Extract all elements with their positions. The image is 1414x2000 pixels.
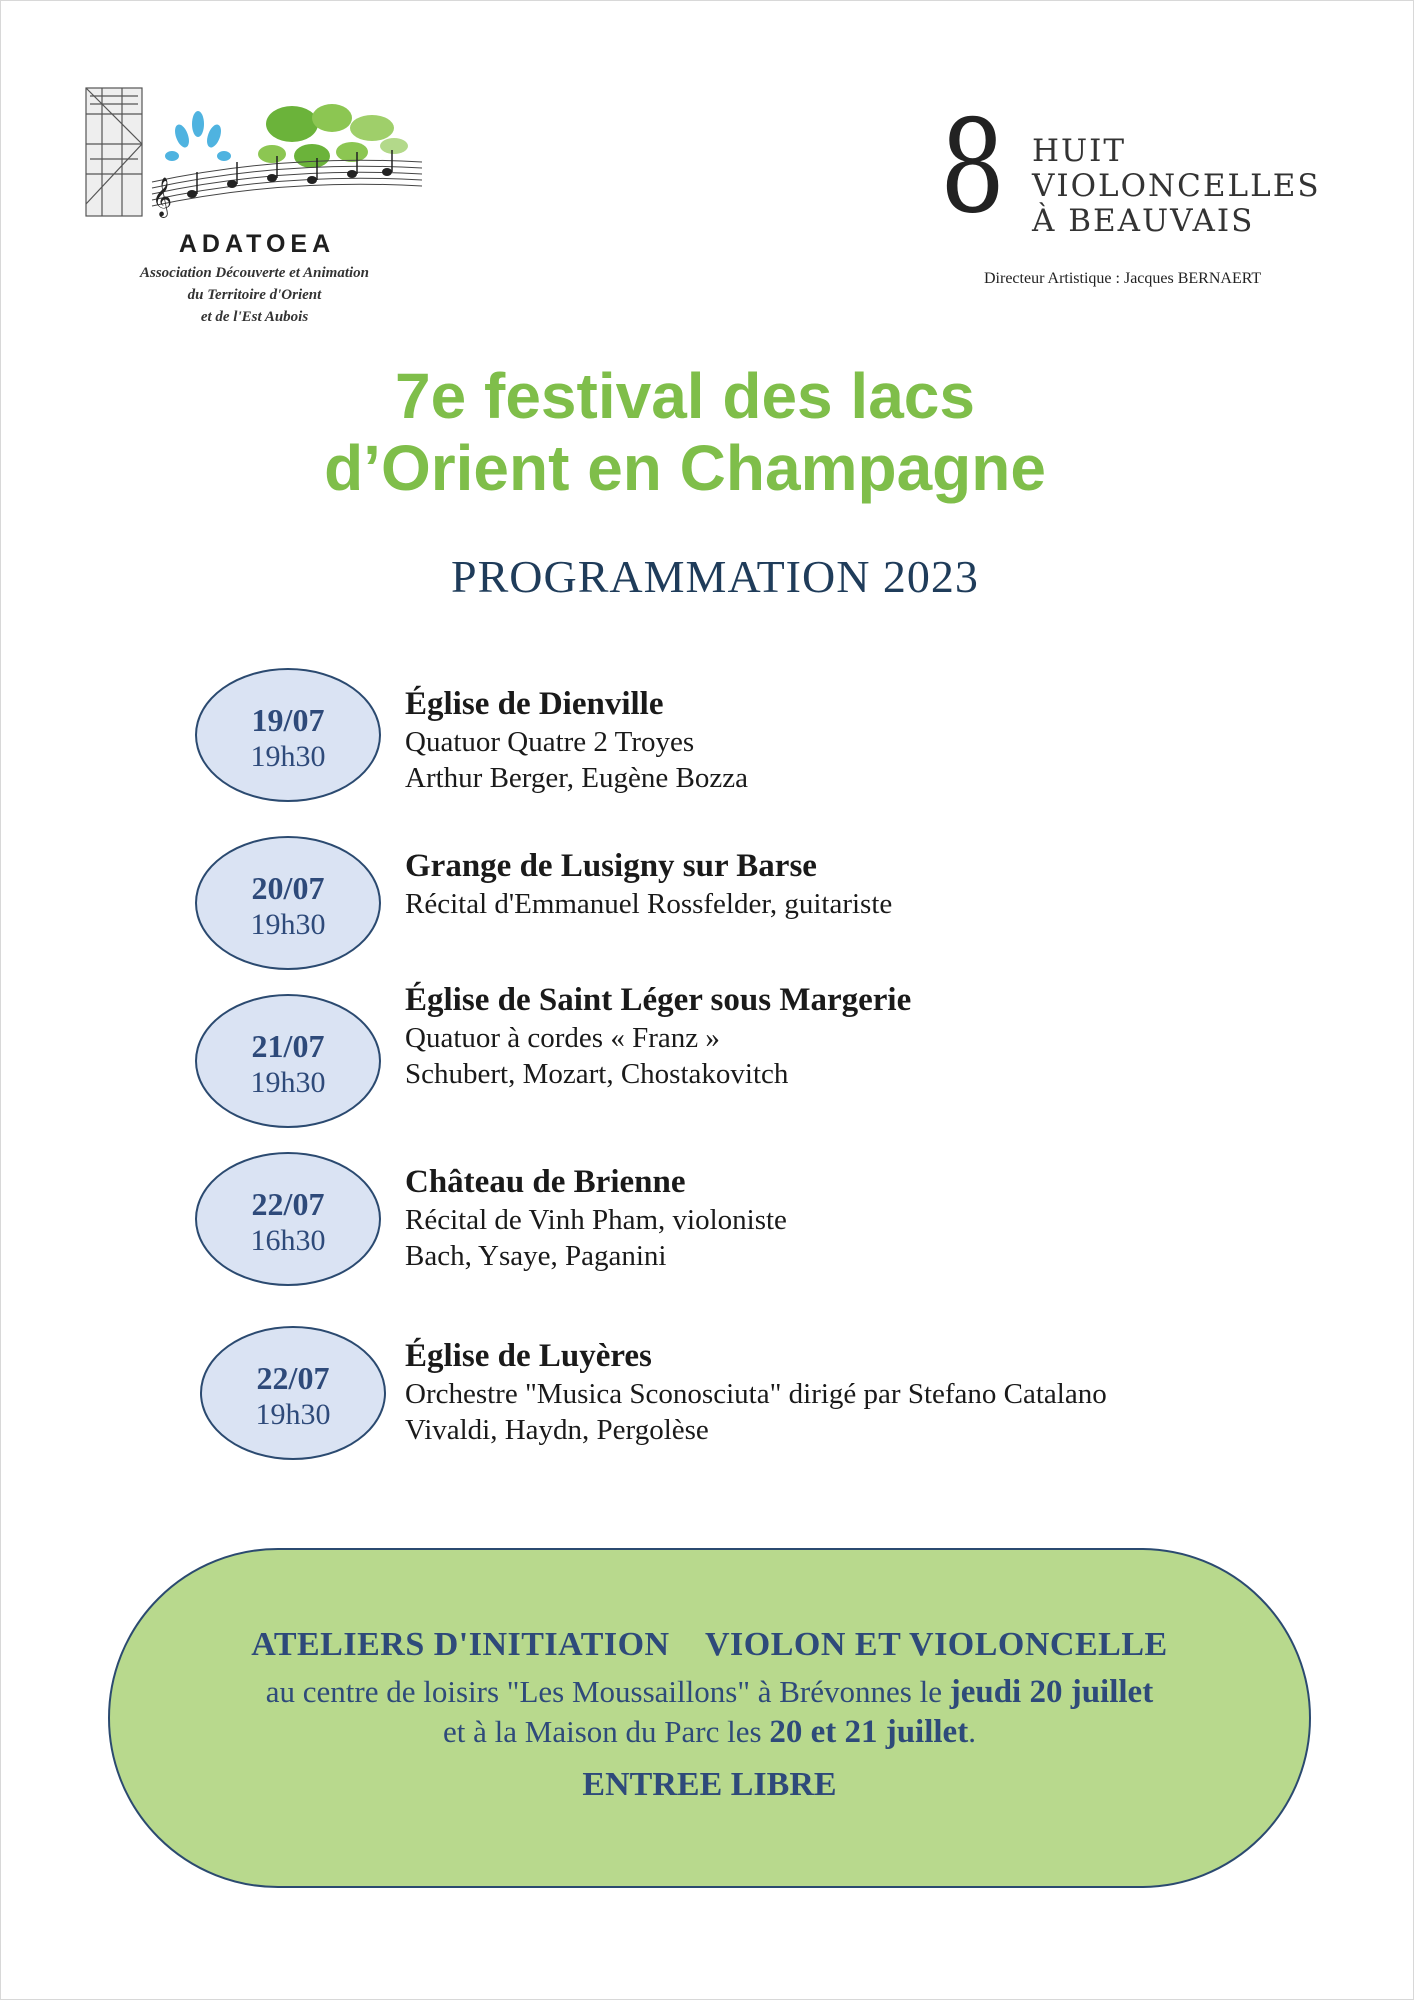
adatoea-emblem-icon [82, 84, 432, 234]
huit-violoncelles-logo [940, 93, 1360, 290]
event-venue: Église de Dienville [405, 686, 664, 722]
ateliers-line1 [110, 1674, 1309, 1711]
event-line: Orchestre "Musica Sconosciuta" dirigé par Stefano Catalano [405, 1378, 1107, 1410]
ateliers-line1-le: le [919, 1674, 950, 1709]
date-badge [195, 1152, 381, 1286]
entree-libre: ENTREE LIBRE [582, 1766, 837, 1803]
ateliers-line2-end: . [968, 1714, 976, 1749]
event-line: Quatuor à cordes « Franz » [405, 1022, 720, 1054]
director-credit: Directeur Artistique : Jacques BERNAERT [984, 270, 1262, 287]
event-time: 19h30 [250, 908, 326, 941]
adatoea-subtitle-line: du Territoire d'Orient [187, 287, 322, 303]
adatoea-subtitle-line: et de l'Est Aubois [200, 309, 309, 325]
event-line: Récital de Vinh Pham, violoniste [405, 1204, 787, 1236]
event-date: 22/07 [251, 1186, 325, 1222]
event-date: 21/07 [251, 1028, 325, 1064]
event-time: 19h30 [250, 1066, 326, 1099]
event-item [0, 982, 1414, 1134]
adatoea-subtitle-line: Association Découverte et Animation [139, 265, 370, 281]
event-time: 16h30 [250, 1224, 326, 1257]
huit-line: À BEAUVAIS [1032, 203, 1255, 239]
adatoea-name: ADATOEA [178, 230, 336, 258]
festival-title [150, 360, 1220, 504]
ateliers-line1-date: jeudi 20 juillet [949, 1674, 1154, 1710]
event-item [0, 836, 1414, 976]
svg-text:𝄞: 𝄞 [152, 177, 173, 217]
event-line: Récital d'Emmanuel Rossfelder, guitariste [405, 888, 893, 920]
programmation-heading: PROGRAMMATION 2023 [451, 551, 979, 602]
date-badge [200, 1326, 386, 1460]
event-item [0, 1152, 1414, 1292]
adatoea-logo [82, 84, 432, 334]
ateliers-line2-text: et à la Maison du Parc les [443, 1714, 770, 1749]
event-time: 19h30 [250, 740, 326, 773]
ateliers-title: ATELIERS D'INITIATION VIOLON ET VIOLONCELLE [251, 1626, 1168, 1663]
event-details [405, 1336, 1107, 1448]
ateliers-line2-dates: 20 et 21 juillet [769, 1714, 969, 1750]
event-venue: Église de Luyères [405, 1338, 652, 1374]
date-badge [195, 668, 381, 802]
huit-line: VIOLONCELLES [1032, 168, 1321, 204]
event-line: Bach, Ysaye, Paganini [405, 1240, 667, 1272]
date-badge [195, 994, 381, 1128]
event-line: Schubert, Mozart, Chostakovitch [405, 1058, 789, 1090]
event-venue: Château de Brienne [405, 1164, 686, 1200]
festival-title-line2: d’Orient en Champagne [324, 432, 1046, 504]
eight-emblem-icon: 8 [940, 93, 1006, 242]
date-badge [195, 836, 381, 970]
adatoea-subtitle [82, 262, 427, 328]
ateliers-line1-text: au centre de loisirs "Les Moussaillons" à Brévonnes [265, 1674, 920, 1709]
event-item [0, 668, 1414, 808]
event-line: Quatuor Quatre 2 Troyes [405, 726, 695, 758]
event-details [405, 1162, 787, 1274]
ateliers-line2 [110, 1714, 1309, 1751]
event-time: 19h30 [255, 1398, 331, 1431]
event-details [405, 846, 892, 922]
event-details [405, 980, 911, 1092]
event-date: 20/07 [251, 870, 325, 906]
festival-title-line1: 7e festival des lacs [395, 360, 975, 432]
event-date: 22/07 [256, 1360, 330, 1396]
event-venue: Église de Saint Léger sous Margerie [405, 982, 912, 1018]
event-date: 19/07 [251, 702, 325, 738]
event-line: Vivaldi, Haydn, Pergolèse [405, 1414, 709, 1446]
event-details [405, 684, 748, 796]
huit-violoncelles-text [1032, 134, 1321, 239]
event-line: Arthur Berger, Eugène Bozza [405, 762, 748, 794]
huit-line: HUIT [1032, 133, 1127, 169]
event-venue: Grange de Lusigny sur Barse [405, 848, 817, 884]
event-item [0, 1326, 1414, 1466]
ateliers-box [108, 1548, 1311, 1888]
